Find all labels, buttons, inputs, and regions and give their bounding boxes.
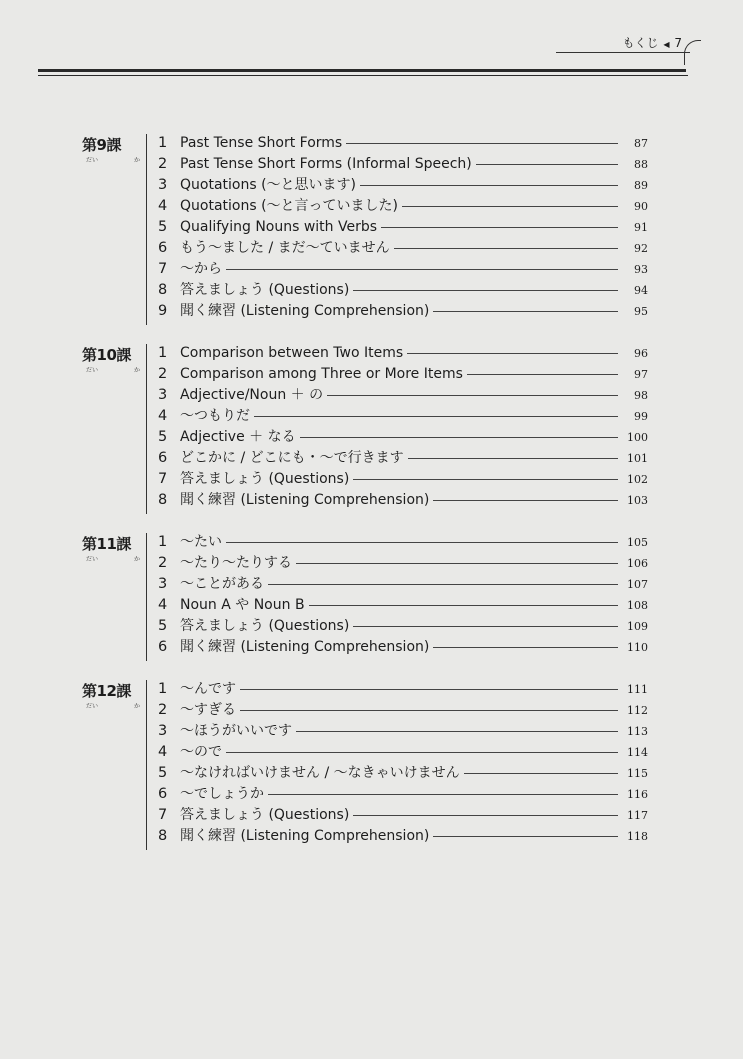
toc-entry[interactable] — [158, 722, 648, 743]
toc-entry[interactable] — [158, 743, 648, 764]
entry-title: Adjective ＋ なる — [180, 428, 300, 446]
entry-title: 〜なければいけません / 〜なきゃいけません — [180, 764, 464, 782]
entry-number: 7 — [158, 471, 168, 487]
entry-number: 5 — [158, 219, 168, 235]
entry-page-number: 110 — [627, 641, 648, 654]
entry-page-number: 101 — [627, 452, 648, 465]
entry-page-number: 98 — [634, 389, 648, 402]
furigana-ka: か — [133, 703, 140, 710]
entry-number: 6 — [158, 450, 168, 466]
toc-entry[interactable] — [158, 701, 648, 722]
lesson-heading-prefix: 第 — [82, 136, 97, 154]
entry-number: 2 — [158, 702, 168, 718]
furigana-ka: か — [133, 556, 140, 563]
entry-page-number: 103 — [627, 494, 648, 507]
entry-number: 3 — [158, 387, 168, 403]
toc-entry[interactable] — [158, 407, 648, 428]
entry-title: 〜たり〜たりする — [180, 554, 296, 572]
entry-page-number: 113 — [627, 725, 648, 738]
entry-leader-line — [182, 542, 618, 543]
toc-entry[interactable] — [158, 176, 648, 197]
entry-page-number: 87 — [634, 137, 648, 150]
entry-number: 6 — [158, 786, 168, 802]
entry-title: 答えましょう (Questions) — [180, 281, 353, 299]
entry-number: 1 — [158, 345, 168, 361]
toc-entry[interactable] — [158, 260, 648, 281]
entry-page-number: 93 — [634, 263, 648, 276]
entry-title: 〜すぎる — [180, 701, 240, 719]
entry-page-number: 96 — [634, 347, 648, 360]
entry-title: Comparison among Three or More Items — [180, 365, 467, 383]
lesson-heading — [82, 533, 142, 554]
lesson-heading-suffix: 課 — [116, 535, 131, 553]
furigana-dai: だい — [86, 157, 99, 164]
entry-page-number: 109 — [627, 620, 648, 633]
furigana-ka: か — [133, 157, 140, 164]
lesson-heading — [82, 680, 142, 701]
entry-number: 1 — [158, 681, 168, 697]
entry-number: 2 — [158, 156, 168, 172]
furigana-ka: か — [133, 367, 140, 374]
toc-entry[interactable] — [158, 806, 648, 827]
header-rule — [556, 52, 690, 53]
entry-number: 6 — [158, 240, 168, 256]
entry-title: 答えましょう (Questions) — [180, 806, 353, 824]
lesson-furigana — [86, 554, 140, 563]
toc-entry[interactable] — [158, 596, 648, 617]
entry-number: 9 — [158, 303, 168, 319]
toc-entry[interactable] — [158, 680, 648, 701]
entry-number: 1 — [158, 135, 168, 151]
lesson-heading-suffix: 課 — [116, 682, 131, 700]
toc-entry[interactable] — [158, 386, 648, 407]
entry-page-number: 97 — [634, 368, 648, 381]
entry-page-number: 100 — [627, 431, 648, 444]
entry-number: 1 — [158, 534, 168, 550]
entry-title: 〜んです — [180, 680, 240, 698]
entry-page-number: 116 — [627, 788, 648, 801]
entry-number: 8 — [158, 828, 168, 844]
toc-entry[interactable] — [158, 449, 648, 470]
lesson-divider — [146, 533, 147, 661]
header-page-number: 7 — [674, 36, 682, 50]
toc-entry[interactable] — [158, 827, 648, 848]
entry-title: Qualifying Nouns with Verbs — [180, 218, 381, 236]
entry-title: もう〜ました / まだ〜ていません — [180, 239, 394, 257]
toc-entry[interactable] — [158, 764, 648, 785]
entry-title: 聞く練習 (Listening Comprehension) — [180, 491, 433, 509]
running-header — [556, 34, 696, 52]
entry-page-number: 107 — [627, 578, 648, 591]
entry-page-number: 99 — [634, 410, 648, 423]
toc-entry[interactable] — [158, 218, 648, 239]
entry-page-number: 117 — [627, 809, 648, 822]
toc-entry[interactable] — [158, 239, 648, 260]
toc-entry[interactable] — [158, 533, 648, 554]
entry-title: 聞く練習 (Listening Comprehension) — [180, 827, 433, 845]
entry-title: Adjective/Noun ＋ の — [180, 386, 327, 404]
entry-number: 3 — [158, 723, 168, 739]
toc-entry[interactable] — [158, 134, 648, 155]
entry-page-number: 92 — [634, 242, 648, 255]
entry-title: 〜ことがある — [180, 575, 268, 593]
entry-title: 〜ので — [180, 743, 226, 761]
entry-title: 聞く練習 (Listening Comprehension) — [180, 638, 433, 656]
entry-number: 3 — [158, 576, 168, 592]
lesson-heading-prefix: 第 — [82, 682, 97, 700]
entry-title: Past Tense Short Forms (Informal Speech) — [180, 155, 476, 173]
furigana-dai: だい — [86, 556, 99, 563]
header-curve — [684, 40, 701, 65]
entry-number: 6 — [158, 639, 168, 655]
entry-number: 4 — [158, 408, 168, 424]
entry-title: Past Tense Short Forms — [180, 134, 346, 152]
toc-entry[interactable] — [158, 554, 648, 575]
lesson-divider — [146, 680, 147, 850]
entry-number: 7 — [158, 807, 168, 823]
entry-title: Noun A や Noun B — [180, 596, 309, 614]
lesson-heading-number: 11 — [96, 535, 117, 553]
toc-entry[interactable] — [158, 617, 648, 638]
entry-title: 答えましょう (Questions) — [180, 617, 353, 635]
toc-entry[interactable] — [158, 785, 648, 806]
entry-page-number: 106 — [627, 557, 648, 570]
toc-entry[interactable] — [158, 638, 648, 659]
entry-number: 5 — [158, 765, 168, 781]
entry-number: 7 — [158, 261, 168, 277]
entry-number: 2 — [158, 555, 168, 571]
lesson-heading-suffix: 課 — [106, 136, 121, 154]
entry-title: Quotations (〜と思います) — [180, 176, 360, 194]
entry-leader-line — [182, 689, 618, 690]
entry-page-number: 90 — [634, 200, 648, 213]
lesson-heading-prefix: 第 — [82, 535, 97, 553]
toc-entry[interactable] — [158, 365, 648, 386]
entry-page-number: 114 — [627, 746, 648, 759]
entry-title: 〜から — [180, 260, 226, 278]
entry-page-number: 118 — [627, 830, 648, 843]
lesson-heading-number: 10 — [96, 346, 117, 364]
entry-title: 聞く練習 (Listening Comprehension) — [180, 302, 433, 320]
lesson-furigana — [86, 365, 140, 374]
entry-page-number: 89 — [634, 179, 648, 192]
entry-page-number: 91 — [634, 221, 648, 234]
toc-entry[interactable] — [158, 281, 648, 302]
entry-number: 2 — [158, 366, 168, 382]
toc-entry[interactable] — [158, 470, 648, 491]
lesson-heading-number: 12 — [96, 682, 117, 700]
entry-leader-line — [182, 710, 618, 711]
entry-number: 4 — [158, 198, 168, 214]
entry-title: 〜ほうがいいです — [180, 722, 296, 740]
toc-entry[interactable] — [158, 491, 648, 512]
entry-title: どこかに / どこにも・〜で行きます — [180, 449, 408, 467]
header-arrow-icon: ◀ — [663, 40, 670, 49]
entry-page-number: 88 — [634, 158, 648, 171]
entry-page-number: 115 — [627, 767, 648, 780]
lesson-heading-suffix: 課 — [116, 346, 131, 364]
entry-title: 答えましょう (Questions) — [180, 470, 353, 488]
top-rule-thin — [38, 75, 688, 76]
entry-number: 8 — [158, 492, 168, 508]
entry-number: 3 — [158, 177, 168, 193]
entry-number: 4 — [158, 597, 168, 613]
entry-page-number: 95 — [634, 305, 648, 318]
lesson-divider — [146, 344, 147, 514]
entry-leader-line — [182, 752, 618, 753]
entry-title: Comparison between Two Items — [180, 344, 407, 362]
entry-leader-line — [182, 269, 618, 270]
lesson-heading — [82, 344, 142, 365]
lesson-furigana — [86, 155, 140, 164]
entry-title: 〜でしょうか — [180, 785, 268, 803]
entry-page-number: 108 — [627, 599, 648, 612]
toc-entry[interactable] — [158, 155, 648, 176]
toc-entry[interactable] — [158, 197, 648, 218]
toc-entry[interactable] — [158, 575, 648, 596]
lesson-furigana — [86, 701, 140, 710]
lesson-heading — [82, 134, 142, 155]
top-rule-thick — [38, 69, 686, 72]
entry-title: 〜つもりだ — [180, 407, 254, 425]
lesson-heading-number: 9 — [96, 136, 107, 154]
entry-number: 5 — [158, 429, 168, 445]
entry-page-number: 112 — [627, 704, 648, 717]
lesson-divider — [146, 134, 147, 325]
entry-title: Quotations (〜と言っていました) — [180, 197, 402, 215]
toc-entry[interactable] — [158, 302, 648, 323]
entry-number: 4 — [158, 744, 168, 760]
header-section: もくじ — [622, 36, 659, 50]
furigana-dai: だい — [86, 367, 99, 374]
entry-number: 5 — [158, 618, 168, 634]
entry-page-number: 105 — [627, 536, 648, 549]
entry-title: 〜たい — [180, 533, 226, 551]
entry-number: 8 — [158, 282, 168, 298]
toc-entry[interactable] — [158, 344, 648, 365]
entry-page-number: 94 — [634, 284, 648, 297]
entry-page-number: 102 — [627, 473, 648, 486]
lesson-heading-prefix: 第 — [82, 346, 97, 364]
toc-entry[interactable] — [158, 428, 648, 449]
furigana-dai: だい — [86, 703, 99, 710]
entry-page-number: 111 — [627, 683, 648, 696]
